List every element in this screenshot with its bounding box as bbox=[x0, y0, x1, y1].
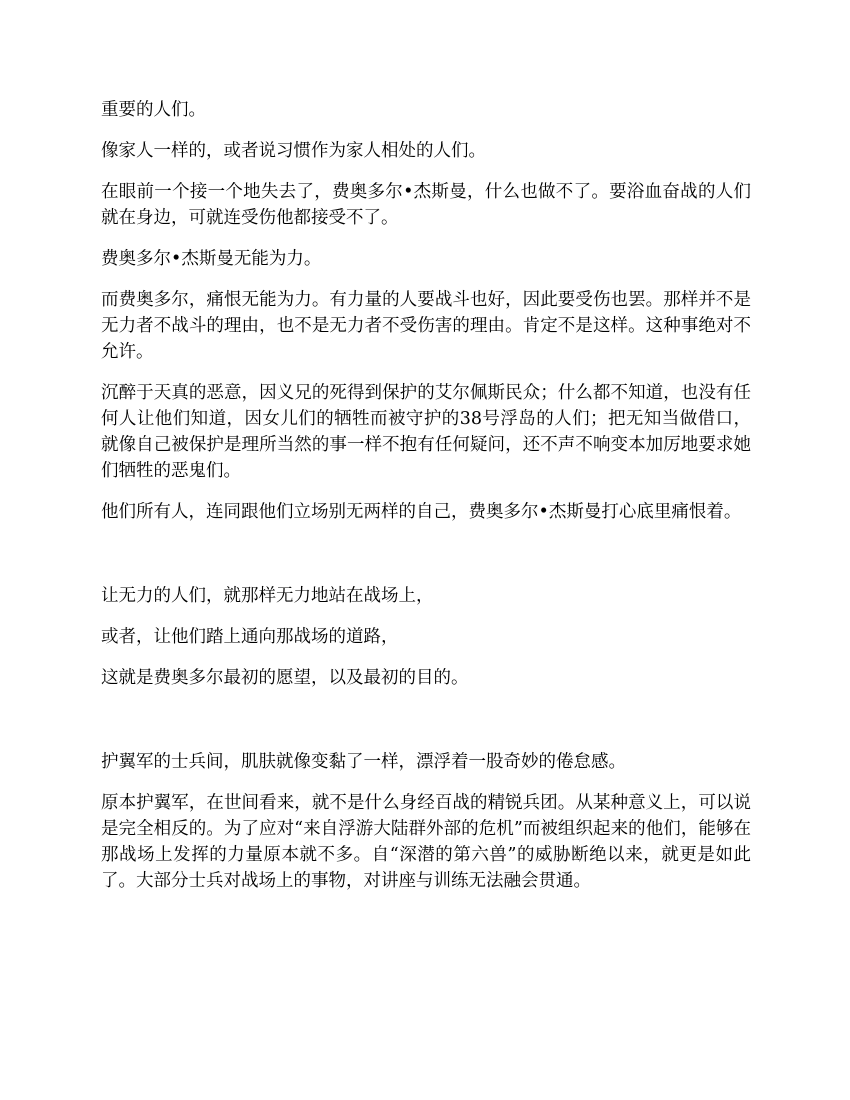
paragraph-6: 沉醉于天真的恶意，因义兄的死得到保护的艾尔佩斯民众；什么都不知道，也没有任何人让他们知道，因女儿们的牺牲而被守护的38号浮岛的人们；把无知当做借口，就像自己被保护是理所当然的事一样不抱有任何疑问，还不声不响变本加厉地要求她们牺牲的恶鬼们。 bbox=[101, 383, 751, 481]
paragraph-12: 原本护翼军，在世间看来，就不是什么身经百战的精锐兵团。从某种意义上，可以说是完全相反的。为了应对“来自浮游大陆群外部的危机”而被组织起来的他们，能够在那战场上发挥的力量原本就不多。自“深潜的第六兽”的威胁断绝以来，就更是如此了。大部分士兵对战场上的事物，对讲座与训练无法融会贯通。 bbox=[101, 793, 751, 891]
paragraph-1: 重要的人们。 bbox=[101, 100, 206, 120]
paragraph-3: 在眼前一个接一个地失去了，费奥多尔•杰斯曼，什么也做不了。要浴血奋战的人们就在身边，可就连受伤他都接受不了。 bbox=[101, 182, 751, 228]
paragraph-10: 这就是费奥多尔最初的愿望，以及最初的目的。 bbox=[101, 668, 469, 688]
paragraph-4: 费奥多尔•杰斯曼无能为力。 bbox=[101, 249, 322, 269]
paragraph-5: 而费奥多尔，痛恨无能为力。有力量的人要战斗也好，因此要受伤也罢。那样并不是无力者不战斗的理由，也不是无力者不受伤害的理由。肯定不是这样。这种事绝对不允许。 bbox=[101, 290, 751, 362]
paragraph-9: 或者，让他们踏上通向那战场的道路， bbox=[101, 627, 399, 647]
paragraph-2: 像家人一样的，或者说习惯作为家人相处的人们。 bbox=[101, 141, 486, 161]
document-page bbox=[101, 97, 751, 909]
paragraph-8: 让无力的人们，就那样无力地站在战场上， bbox=[101, 586, 434, 606]
paragraph-11: 护翼军的士兵间，肌肤就像变黏了一样，漂浮着一股奇妙的倦怠感。 bbox=[101, 752, 626, 772]
paragraph-7: 他们所有人，连同跟他们立场别无两样的自己，费奥多尔•杰斯曼打心底里痛恨着。 bbox=[101, 502, 742, 522]
